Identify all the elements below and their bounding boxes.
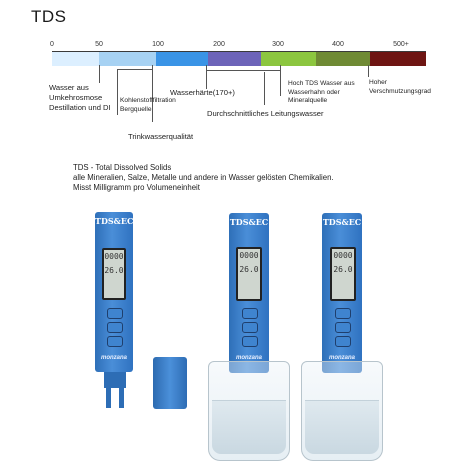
bracket-line [280, 65, 281, 96]
label-line: Mineralquelle [288, 97, 328, 104]
water-glass [208, 361, 290, 461]
label-line: Wasserhahn oder [288, 88, 340, 96]
scale-tick: 100 [152, 41, 164, 48]
scale-segment-50-100 [99, 52, 156, 66]
tds-meter-with-cap [95, 212, 133, 372]
bracket-line [206, 70, 280, 71]
lcd-reading: 0000 [333, 251, 353, 260]
bracket-line [99, 65, 100, 83]
scale-segment-200-300 [208, 52, 261, 66]
tds-meter-in-glass [322, 213, 362, 373]
label-trinkwasser: Trinkwasserqualität [128, 132, 194, 141]
water [305, 400, 379, 454]
meter-button[interactable] [242, 322, 258, 333]
label-line: Umkehrosmose [49, 93, 103, 102]
intro-line: alle Mineralien, Salze, Metalle und andere in Wasser gelösten Chemikalien. [73, 173, 334, 182]
water-glass [301, 361, 383, 461]
label-line: Destillation und DI [49, 103, 111, 112]
bracket-line [368, 65, 369, 77]
meter-button[interactable] [242, 308, 258, 319]
bracket-line [117, 69, 152, 70]
meter-probe-pin [106, 387, 111, 408]
scale-tick: 200 [213, 41, 225, 48]
meter-button[interactable] [107, 336, 123, 347]
lcd-reading: 0000 [239, 251, 259, 260]
label-line: Hoch TDS Wasser aus [288, 80, 355, 87]
lcd-reading: 0000 [104, 252, 124, 261]
bracket-line [117, 69, 118, 115]
scale-segment-300-350 [261, 52, 316, 66]
meter-button[interactable] [107, 322, 123, 333]
bracket-line [206, 65, 207, 89]
intro-line: TDS - Total Dissolved Solids [73, 163, 172, 172]
meter-maker-logo: monzana [235, 355, 262, 361]
tds-scale-bar [52, 51, 426, 66]
label-line: Bergquelle [120, 105, 152, 113]
meter-button[interactable] [335, 322, 351, 333]
meter-lcd [236, 247, 262, 301]
meter-brand: TDS&EC [95, 216, 134, 226]
label-line: Hoher [369, 79, 387, 86]
meter-button[interactable] [242, 336, 258, 347]
meter-button[interactable] [107, 308, 123, 319]
label-kohlenstoff [120, 97, 176, 114]
scale-tick: 50 [95, 41, 103, 48]
label-leitungswasser: Durchschnittliches Leitungswasser [207, 109, 324, 118]
scale-tick: 0 [50, 41, 54, 48]
meter-lcd [330, 247, 356, 301]
scale-segment-100-200 [156, 52, 208, 66]
meter-lcd [102, 248, 126, 300]
tds-meter-in-glass [229, 213, 269, 373]
meter-maker-logo: monzana [100, 355, 127, 361]
meter-probe-base [104, 372, 126, 388]
scale-tick: 400 [332, 41, 344, 48]
water [212, 400, 286, 454]
scale-segment-350-400 [316, 52, 370, 66]
label-wasserhaerte: Wasserhärte(170+) [170, 88, 235, 97]
meter-button[interactable] [335, 336, 351, 347]
meter-brand: TDS&EC [322, 217, 362, 227]
label-verschmutzung [369, 79, 431, 96]
lcd-temperature: 26.0 [333, 265, 353, 274]
bracket-line [264, 72, 265, 105]
meter-probe-pin [119, 387, 124, 408]
label-umkehrosmose [49, 83, 111, 113]
meter-cap [153, 357, 187, 409]
scale-segment-500-plus [370, 52, 426, 66]
intro-line: Misst Milligramm pro Volumeneinheit [73, 183, 200, 192]
label-line: Wasser aus [49, 83, 89, 92]
lcd-temperature: 26.0 [104, 266, 124, 275]
tds-description [73, 163, 334, 193]
meter-maker-logo: monzana [328, 355, 355, 361]
label-hoch-tds [288, 80, 355, 106]
meter-brand: TDS&EC [229, 217, 269, 227]
lcd-temperature: 26.0 [239, 265, 259, 274]
scale-segment-0-50 [52, 52, 99, 66]
label-line: Verschmutzungsgrad [369, 87, 431, 95]
scale-tick: 300 [272, 41, 284, 48]
label-line: Kohlenstofffiltration [120, 97, 176, 104]
page-title: TDS [31, 7, 67, 26]
meter-button[interactable] [335, 308, 351, 319]
scale-tick: 500+ [393, 41, 409, 48]
